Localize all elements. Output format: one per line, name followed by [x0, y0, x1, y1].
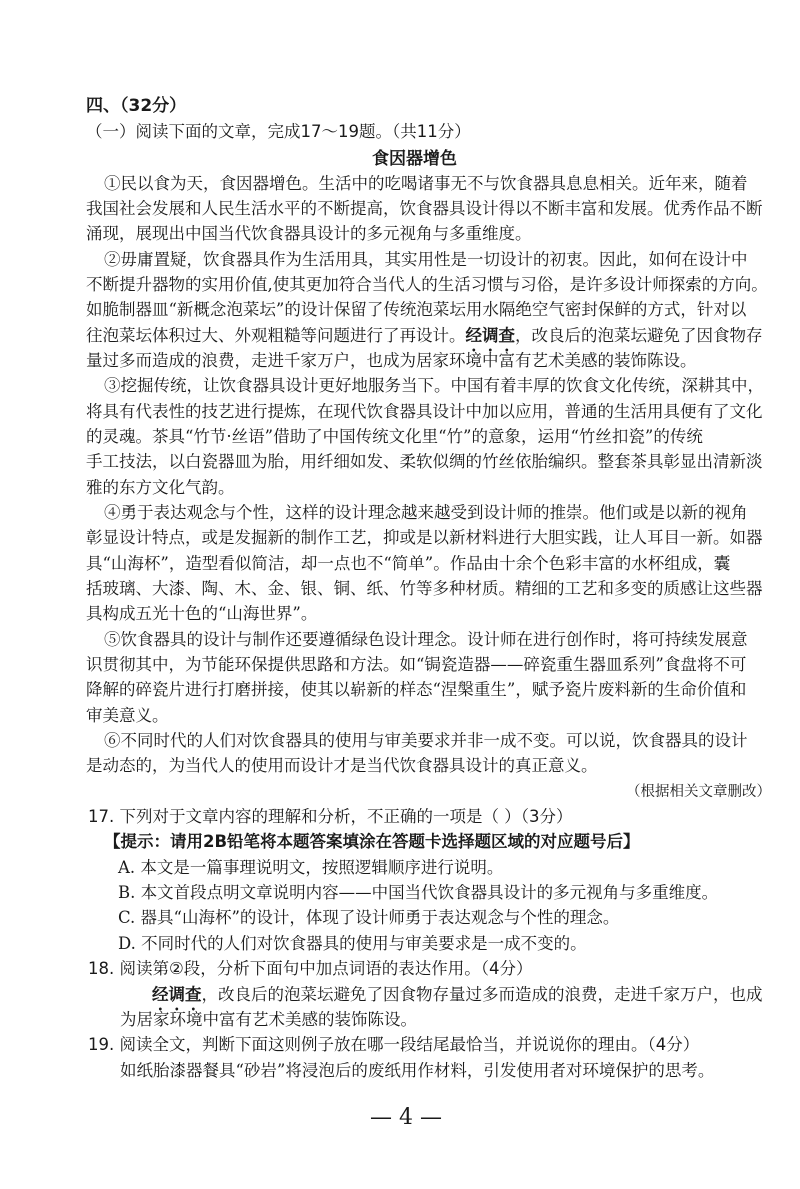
article-line: 具构成五光十色的“山海世界”。 [86, 604, 318, 623]
article-line: 雅的东方文化气韵。 [86, 478, 235, 497]
question-stem: 18. 阅读第②段，分析下面句中加点词语的表达作用。（4分） [88, 959, 533, 978]
option-a: A. 本文是一篇事理说明文，按照逻辑顺序进行说明。 [118, 858, 504, 877]
quoted-sentence-cont: 为居家环境中富有艺术美感的装饰陈设。 [120, 1010, 417, 1029]
article-line: 如脆制器皿“新概念泡菜坛”的设计保留了传统泡菜坛用水隔绝空气密封保鲜的方式，针对以 [86, 300, 747, 319]
quoted-text: ，改良后的泡菜坛避免了因食物存量过多而造成的浪费，走进千家万户，也成 [201, 985, 763, 1004]
article-line: 量过多而造成的浪费，走进千家万户，也成为居家环境中富有艺术美感的装饰陈设。 [86, 351, 697, 370]
article-line-text: 往泡菜坛体积过大、外观粗糙等问题进行了再设计。 [86, 326, 466, 345]
emphasized-phrase: 经调查 [152, 985, 202, 1004]
article-line: ③挖掘传统，让饮食器具设计更好地服务当下。中国有着丰厚的饮食文化传统，深耕其中， [104, 376, 764, 395]
article-line: 降解的碎瓷片进行打磨拼接，使其以崭新的样态“涅槃重生”，赋予瓷片废料新的生命价值和 [86, 680, 747, 699]
article-line-text: ，改良后的泡菜坛避免了因食物存 [515, 326, 763, 345]
article-line: 我国社会发展和人民生活水平的不断提高，饮食器具设计得以不断丰富和发展。优秀作品不断 [86, 199, 763, 218]
section-heading: 四、（32分） [86, 96, 187, 116]
article-line: 具“山海杯”，造型看似简洁，却一点也不“简单”。作品由十余个色彩丰富的水杯组成，囊 [86, 554, 731, 573]
article-source: （根据相关文章删改） [626, 784, 771, 800]
option-b: B. 本文首段点明文章说明内容——中国当代饮食器具设计的多元视角与多重维度。 [118, 883, 719, 902]
page-number: — 4 — [370, 1105, 442, 1130]
article-line: ①民以食为天，食因器增色。生活中的吃喝诸事无不与饮食器具息息相关。近年来，随着 [104, 174, 748, 193]
article-line: ④勇于表达观念与个性，这样的设计理念越来越受到设计师的推崇。他们或是以新的视角 [104, 503, 748, 522]
article-line: 彰显设计特点，或是发掘新的制作工艺，抑或是以新材料进行大胆实践，让人耳目一新。如器 [86, 528, 763, 547]
article-line: 是动态的，为当代人的使用而设计才是当代饮食器具设计的真正意义。 [86, 756, 598, 775]
question-stem: 19. 阅读全文，判断下面这则例子放在哪一段结尾最恰当，并说说你的理由。（4分） [88, 1035, 700, 1054]
article-line: ⑤饮食器具的设计与制作还要遵循绿色设计理念。设计师在进行创作时，将可持续发展意 [104, 630, 748, 649]
article-line: 涌现，展现出中国当代饮食器具设计的多元视角与多重维度。 [86, 224, 532, 243]
emphasized-phrase: 经调查 [465, 326, 515, 345]
option-c: C. 器具“山海杯”的设计，体现了设计师勇于表达观念与个性的理念。 [118, 908, 620, 927]
article-line: 手工技法，以白瓷器皿为胎，用纤细如发、柔软似绸的竹丝依胎编织。整套茶具彰显出清新淡 [86, 452, 763, 471]
article-line: ⑥不同时代的人们对饮食器具的使用与审美要求并非一成不变。可以说，饮食器具的设计 [104, 731, 748, 750]
article-line: 不断提升器物的实用价值,使其更加符合当代人的生活习惯与习俗，是许多设计师探索的方向。 [86, 275, 768, 294]
article-line: 审美意义。 [86, 706, 169, 725]
article-line: 的灵魂。茶具“竹节·丝语”借助了中国传统文化里“竹”的意象，运用“竹丝扣瓷”的传统 [86, 427, 703, 446]
option-d: D. 不同时代的人们对饮食器具的使用与审美要求是一成不变的。 [118, 934, 587, 953]
article-line: 识贯彻其中，为节能环保提供思路和方法。如“锔瓷造器——碎瓷重生器皿系列”食盘将不可 [86, 655, 747, 674]
question-stem: 17. 下列对于文章内容的理解和分析，不正确的一项是（ ）（3分） [88, 807, 573, 826]
question-example: 如纸胎漆器餐具“砂岩”将浸泡后的废纸用作材料，引发使用者对环境保护的思考。 [120, 1061, 715, 1080]
article-line: 将具有代表性的技艺进行提炼，在现代饮食器具设计中加以应用，普通的生活用具便有了文化 [86, 402, 763, 421]
article-line: ②毋庸置疑，饮食器具作为生活用具，其实用性是一切设计的初衷。因此，如何在设计中 [104, 250, 748, 269]
section-subheading: （一）阅读下面的文章，完成17～19题。（共11分） [86, 122, 471, 141]
article-title: 食因器增色 [372, 149, 457, 169]
article-line: 括玻璃、大漆、陶、木、金、银、铜、纸、竹等多种材质。精细的工艺和多变的质感让这些器 [86, 579, 763, 598]
question-hint: 【提示：请用2B铅笔将本题答案填涂在答题卡选择题区域的对应题号后】 [104, 832, 640, 851]
